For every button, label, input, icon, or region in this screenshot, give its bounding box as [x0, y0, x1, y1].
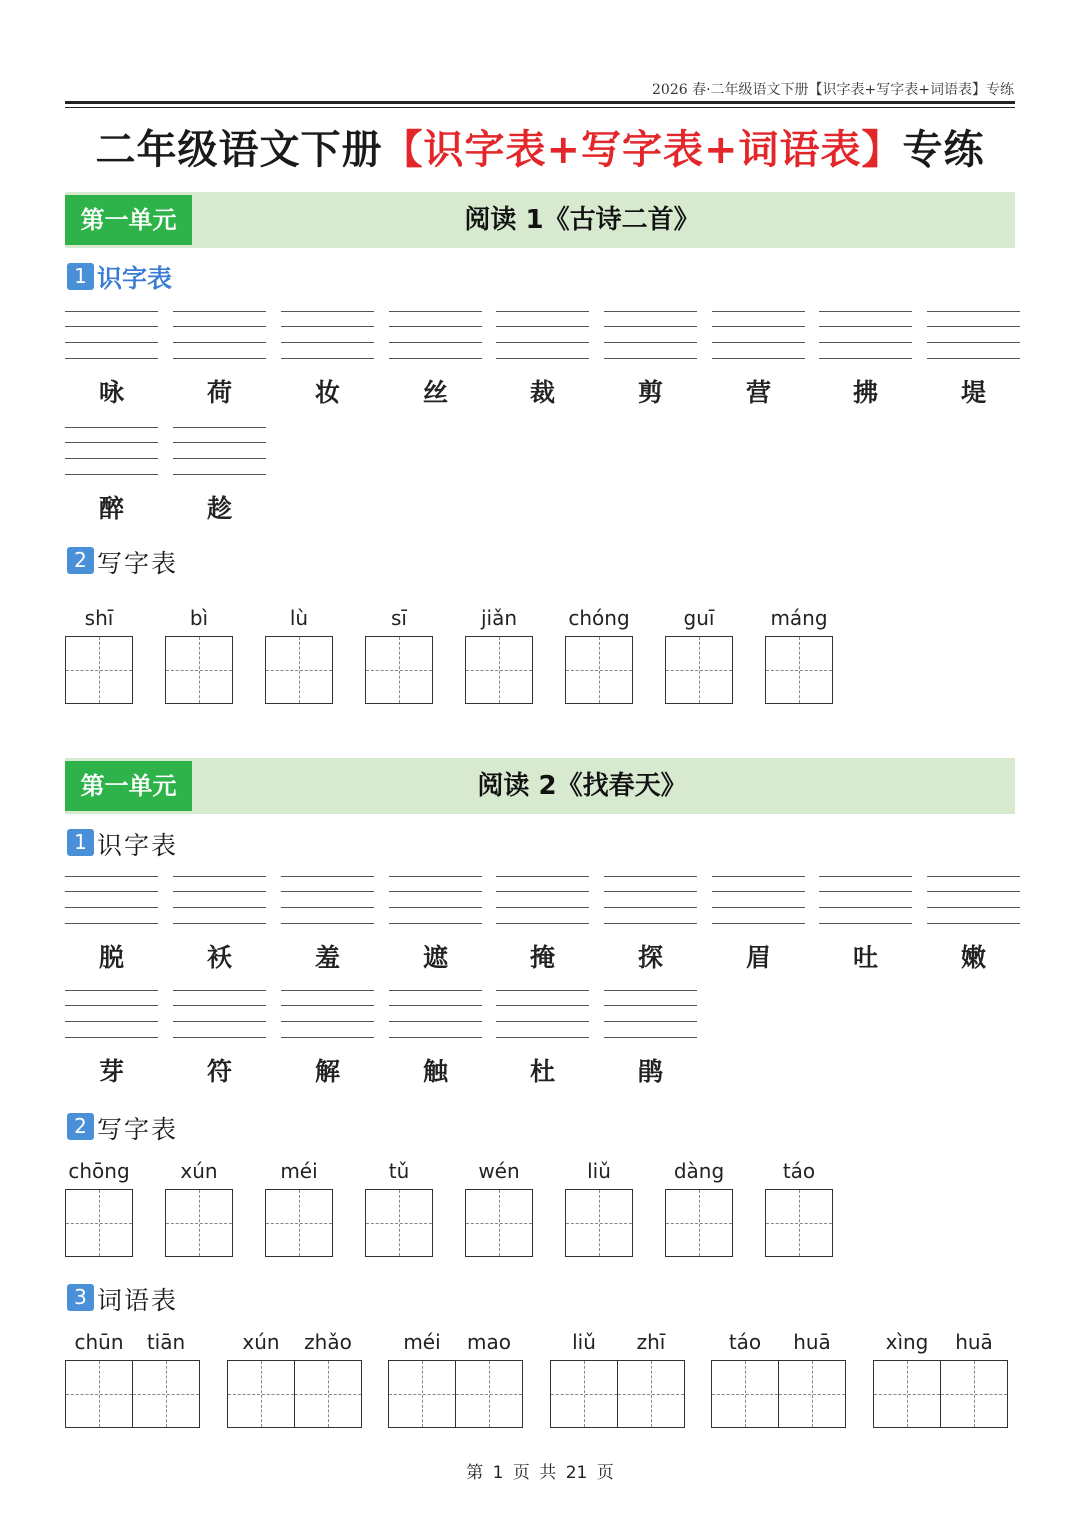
writing-line — [927, 907, 1020, 908]
page-header: 2026 春·二年级语文下册【识字表+写字表+词语表】专练 — [652, 82, 1014, 98]
writing-line — [389, 1005, 482, 1006]
writing-line — [927, 358, 1020, 359]
tianzi-box[interactable] — [388, 1360, 456, 1428]
pinyin-writing-lines[interactable] — [389, 311, 482, 359]
hanzi-character: 遮 — [422, 943, 448, 972]
unit-tag: 第一单元 — [65, 195, 192, 245]
writing-line — [712, 358, 805, 359]
guide-line — [99, 637, 100, 703]
pinyin-writing-lines[interactable] — [496, 311, 589, 359]
tianzi-box[interactable] — [365, 636, 433, 704]
lesson-title: 阅读 2《找春天》 — [477, 771, 687, 801]
writing-line — [604, 358, 697, 359]
section-label-ciyu: 词语表 — [97, 1286, 179, 1315]
hanzi-character: 嫩 — [960, 943, 986, 972]
writing-line — [281, 1037, 374, 1038]
writing-line — [819, 342, 912, 343]
tianzi-box[interactable] — [778, 1360, 846, 1428]
pinyin-writing-lines[interactable] — [281, 311, 374, 359]
writing-line — [927, 923, 1020, 924]
title-part2: 【识字表+写字表+词语表】 — [382, 127, 903, 173]
tianzi-box[interactable] — [765, 636, 833, 704]
writing-line — [281, 923, 374, 924]
writing-line — [65, 891, 158, 892]
hanzi-character: 醉 — [98, 494, 124, 523]
hanzi-character: 袄 — [206, 943, 232, 972]
tianzi-box[interactable] — [565, 636, 633, 704]
writing-line — [65, 342, 158, 343]
writing-line — [604, 1005, 697, 1006]
hanzi-character: 羞 — [314, 943, 340, 972]
tianzi-box[interactable] — [940, 1360, 1008, 1428]
pinyin-writing-lines[interactable] — [604, 876, 697, 924]
pinyin-label: méi — [280, 1159, 318, 1183]
writing-line — [65, 907, 158, 908]
writing-line — [65, 923, 158, 924]
pinyin-writing-lines[interactable] — [604, 990, 697, 1038]
guide-line — [328, 1361, 329, 1427]
guide-line — [99, 1361, 100, 1427]
writing-line — [712, 923, 805, 924]
tianzi-box[interactable] — [665, 636, 733, 704]
guide-line — [599, 1190, 600, 1256]
pinyin-writing-lines[interactable] — [496, 990, 589, 1038]
writing-line — [819, 876, 912, 877]
writing-line — [604, 990, 697, 991]
tianzi-box[interactable] — [465, 1189, 533, 1257]
pinyin-label: shī — [84, 606, 114, 630]
pinyin-writing-lines[interactable] — [389, 876, 482, 924]
writing-line — [819, 923, 912, 924]
pinyin-writing-lines[interactable] — [281, 990, 374, 1038]
hanzi-character: 鹃 — [637, 1057, 663, 1086]
writing-line — [496, 923, 589, 924]
hanzi-character: 杜 — [529, 1057, 555, 1086]
tianzi-box[interactable] — [565, 1189, 633, 1257]
writing-line — [389, 990, 482, 991]
pinyin-writing-lines[interactable] — [927, 876, 1020, 924]
writing-line — [604, 1037, 697, 1038]
tianzi-box[interactable] — [165, 1189, 233, 1257]
unit-tag: 第一单元 — [65, 761, 192, 811]
guide-line — [399, 1190, 400, 1256]
guide-line — [699, 637, 700, 703]
writing-line — [65, 1037, 158, 1038]
section-number-badge: 2 — [67, 1113, 94, 1140]
writing-line — [819, 311, 912, 312]
hanzi-character: 拂 — [852, 378, 878, 407]
writing-line — [496, 342, 589, 343]
tianzi-box[interactable] — [765, 1189, 833, 1257]
writing-line — [281, 326, 374, 327]
pinyin-writing-lines[interactable] — [65, 427, 158, 475]
tianzi-box[interactable] — [550, 1360, 618, 1428]
writing-line — [173, 442, 266, 443]
pinyin-label: jiǎn — [480, 606, 518, 630]
writing-line — [496, 358, 589, 359]
hanzi-character: 妆 — [314, 378, 340, 407]
tianzi-box[interactable] — [165, 636, 233, 704]
guide-line — [651, 1361, 652, 1427]
pinyin-label: xìng — [885, 1330, 929, 1354]
pinyin-label: máng — [770, 606, 828, 630]
writing-line — [65, 358, 158, 359]
writing-line — [389, 923, 482, 924]
writing-line — [389, 907, 482, 908]
writing-line — [281, 891, 374, 892]
hanzi-character: 趁 — [206, 494, 232, 523]
pinyin-writing-lines[interactable] — [173, 990, 266, 1038]
section-label-shizi: 识字表 — [97, 831, 179, 860]
section-number-badge: 3 — [67, 1284, 94, 1311]
writing-line — [604, 923, 697, 924]
writing-line — [173, 1037, 266, 1038]
writing-line — [65, 458, 158, 459]
hanzi-character: 符 — [206, 1057, 232, 1086]
pinyin-label: chóng — [568, 606, 630, 630]
pinyin-writing-lines[interactable] — [173, 311, 266, 359]
hanzi-character: 芽 — [98, 1057, 124, 1086]
hanzi-character: 堤 — [960, 378, 986, 407]
writing-line — [927, 342, 1020, 343]
writing-line — [712, 876, 805, 877]
pinyin-label: bì — [189, 606, 209, 630]
guide-line — [299, 637, 300, 703]
writing-line — [712, 311, 805, 312]
guide-line — [974, 1361, 975, 1427]
writing-line — [281, 1021, 374, 1022]
writing-line — [65, 442, 158, 443]
hanzi-character: 眉 — [745, 943, 771, 972]
pinyin-writing-lines[interactable] — [819, 876, 912, 924]
writing-line — [281, 990, 374, 991]
page-footer: 第 1 页 共 21 页 — [466, 1463, 614, 1483]
pinyin-label: liǔ — [572, 1330, 596, 1354]
guide-line — [799, 637, 800, 703]
tianzi-box[interactable] — [711, 1360, 779, 1428]
writing-line — [65, 311, 158, 312]
pinyin-label: táo — [782, 1159, 816, 1183]
header-rule-thick — [65, 101, 1015, 104]
writing-line — [712, 891, 805, 892]
writing-line — [819, 907, 912, 908]
pinyin-writing-lines[interactable] — [65, 311, 158, 359]
writing-line — [712, 342, 805, 343]
tianzi-box[interactable] — [294, 1360, 362, 1428]
pinyin-label: zhī — [636, 1330, 666, 1354]
writing-line — [173, 311, 266, 312]
guide-line — [261, 1361, 262, 1427]
guide-line — [489, 1361, 490, 1427]
writing-line — [496, 891, 589, 892]
writing-line — [927, 876, 1020, 877]
writing-line — [604, 1021, 697, 1022]
pinyin-writing-lines[interactable] — [712, 311, 805, 359]
writing-line — [819, 891, 912, 892]
pinyin-label: chūn — [74, 1330, 124, 1354]
guide-line — [166, 1361, 167, 1427]
pinyin-label: táo — [728, 1330, 762, 1354]
hanzi-character: 脱 — [98, 943, 124, 972]
guide-line — [99, 1190, 100, 1256]
pinyin-label: tǔ — [388, 1159, 410, 1183]
pinyin-writing-lines[interactable] — [173, 876, 266, 924]
writing-line — [281, 342, 374, 343]
writing-line — [819, 326, 912, 327]
lesson-title: 阅读 1《古诗二首》 — [464, 205, 700, 235]
writing-line — [281, 1005, 374, 1006]
writing-line — [927, 326, 1020, 327]
writing-line — [496, 311, 589, 312]
pinyin-label: liǔ — [587, 1159, 611, 1183]
writing-line — [281, 358, 374, 359]
writing-line — [496, 1037, 589, 1038]
guide-line — [799, 1190, 800, 1256]
writing-line — [173, 1021, 266, 1022]
writing-line — [604, 326, 697, 327]
guide-line — [699, 1190, 700, 1256]
writing-line — [496, 1005, 589, 1006]
pinyin-writing-lines[interactable] — [927, 311, 1020, 359]
guide-line — [199, 637, 200, 703]
guide-line — [399, 637, 400, 703]
guide-line — [199, 1190, 200, 1256]
writing-line — [173, 342, 266, 343]
hanzi-character: 营 — [745, 378, 771, 407]
writing-line — [65, 876, 158, 877]
pinyin-label: mao — [467, 1330, 511, 1354]
writing-line — [281, 311, 374, 312]
pinyin-label: méi — [403, 1330, 441, 1354]
hanzi-character: 荷 — [206, 378, 232, 407]
writing-line — [173, 427, 266, 428]
writing-line — [65, 427, 158, 428]
writing-line — [173, 876, 266, 877]
writing-line — [604, 907, 697, 908]
tianzi-box[interactable] — [227, 1360, 295, 1428]
section-number-badge: 1 — [67, 829, 94, 856]
guide-line — [584, 1361, 585, 1427]
tianzi-box[interactable] — [132, 1360, 200, 1428]
writing-line — [389, 326, 482, 327]
writing-line — [173, 474, 266, 475]
hanzi-character: 剪 — [637, 378, 663, 407]
writing-line — [389, 891, 482, 892]
pinyin-writing-lines[interactable] — [173, 427, 266, 475]
writing-line — [927, 891, 1020, 892]
writing-line — [496, 1021, 589, 1022]
guide-line — [812, 1361, 813, 1427]
section-label-xiezi: 写字表 — [97, 1115, 179, 1144]
tianzi-box[interactable] — [65, 1360, 133, 1428]
writing-line — [604, 311, 697, 312]
writing-line — [604, 891, 697, 892]
writing-line — [65, 474, 158, 475]
guide-line — [422, 1361, 423, 1427]
hanzi-character: 掩 — [529, 943, 555, 972]
writing-line — [819, 358, 912, 359]
guide-line — [599, 637, 600, 703]
pinyin-writing-lines[interactable] — [604, 311, 697, 359]
pinyin-label: sī — [391, 606, 407, 630]
tianzi-box[interactable] — [265, 636, 333, 704]
hanzi-character: 咏 — [98, 378, 124, 407]
tianzi-box[interactable] — [65, 636, 133, 704]
guide-line — [499, 637, 500, 703]
writing-line — [389, 311, 482, 312]
hanzi-character: 解 — [314, 1057, 340, 1086]
guide-line — [299, 1190, 300, 1256]
writing-line — [389, 1021, 482, 1022]
writing-line — [65, 326, 158, 327]
hanzi-character: 吐 — [852, 943, 878, 972]
tianzi-box[interactable] — [465, 636, 533, 704]
tianzi-box[interactable] — [455, 1360, 523, 1428]
pinyin-writing-lines[interactable] — [712, 876, 805, 924]
tianzi-box[interactable] — [665, 1189, 733, 1257]
writing-line — [712, 326, 805, 327]
hanzi-character: 裁 — [529, 378, 555, 407]
writing-line — [389, 1037, 482, 1038]
section-label-xiezi: 写字表 — [97, 549, 179, 578]
writing-line — [173, 326, 266, 327]
writing-line — [389, 876, 482, 877]
writing-line — [496, 876, 589, 877]
pinyin-writing-lines[interactable] — [65, 990, 158, 1038]
pinyin-label: xún — [180, 1159, 218, 1183]
hanzi-character: 丝 — [422, 378, 448, 407]
writing-line — [65, 990, 158, 991]
writing-line — [173, 990, 266, 991]
writing-line — [927, 311, 1020, 312]
writing-line — [496, 990, 589, 991]
pinyin-writing-lines[interactable] — [281, 876, 374, 924]
writing-line — [173, 923, 266, 924]
writing-line — [389, 358, 482, 359]
pinyin-label: lù — [289, 606, 309, 630]
writing-line — [281, 907, 374, 908]
writing-line — [65, 1021, 158, 1022]
title-part1: 二年级语文下册 — [95, 127, 383, 173]
pinyin-label: huā — [955, 1330, 993, 1354]
writing-line — [173, 891, 266, 892]
tianzi-box[interactable] — [265, 1189, 333, 1257]
tianzi-box[interactable] — [65, 1189, 133, 1257]
writing-line — [173, 358, 266, 359]
writing-line — [389, 342, 482, 343]
header-rule-thin — [65, 107, 1015, 108]
writing-line — [496, 326, 589, 327]
guide-line — [907, 1361, 908, 1427]
pinyin-writing-lines[interactable] — [65, 876, 158, 924]
writing-line — [173, 1005, 266, 1006]
tianzi-box[interactable] — [365, 1189, 433, 1257]
section-number-badge: 2 — [67, 547, 94, 574]
tianzi-box[interactable] — [873, 1360, 941, 1428]
writing-line — [604, 342, 697, 343]
pinyin-label: dàng — [673, 1159, 725, 1183]
writing-line — [173, 907, 266, 908]
writing-line — [712, 907, 805, 908]
pinyin-label: zhǎo — [304, 1330, 352, 1354]
pinyin-label: xún — [242, 1330, 280, 1354]
pinyin-writing-lines[interactable] — [819, 311, 912, 359]
title-part3: 专练 — [902, 127, 985, 173]
guide-line — [499, 1190, 500, 1256]
section-number-badge: 1 — [67, 263, 94, 290]
page-title — [0, 118, 1080, 175]
writing-line — [496, 907, 589, 908]
pinyin-label: chōng — [68, 1159, 130, 1183]
writing-line — [173, 458, 266, 459]
pinyin-writing-lines[interactable] — [496, 876, 589, 924]
hanzi-character: 探 — [637, 943, 663, 972]
guide-line — [745, 1361, 746, 1427]
section-label-shizi: 识字表 — [97, 264, 173, 293]
tianzi-box[interactable] — [617, 1360, 685, 1428]
hanzi-character: 触 — [422, 1057, 448, 1086]
pinyin-label: wén — [478, 1159, 520, 1183]
pinyin-writing-lines[interactable] — [389, 990, 482, 1038]
pinyin-label: guī — [683, 606, 715, 630]
writing-line — [65, 1005, 158, 1006]
pinyin-label: huā — [793, 1330, 831, 1354]
pinyin-label: tiān — [146, 1330, 186, 1354]
writing-line — [604, 876, 697, 877]
writing-line — [281, 876, 374, 877]
